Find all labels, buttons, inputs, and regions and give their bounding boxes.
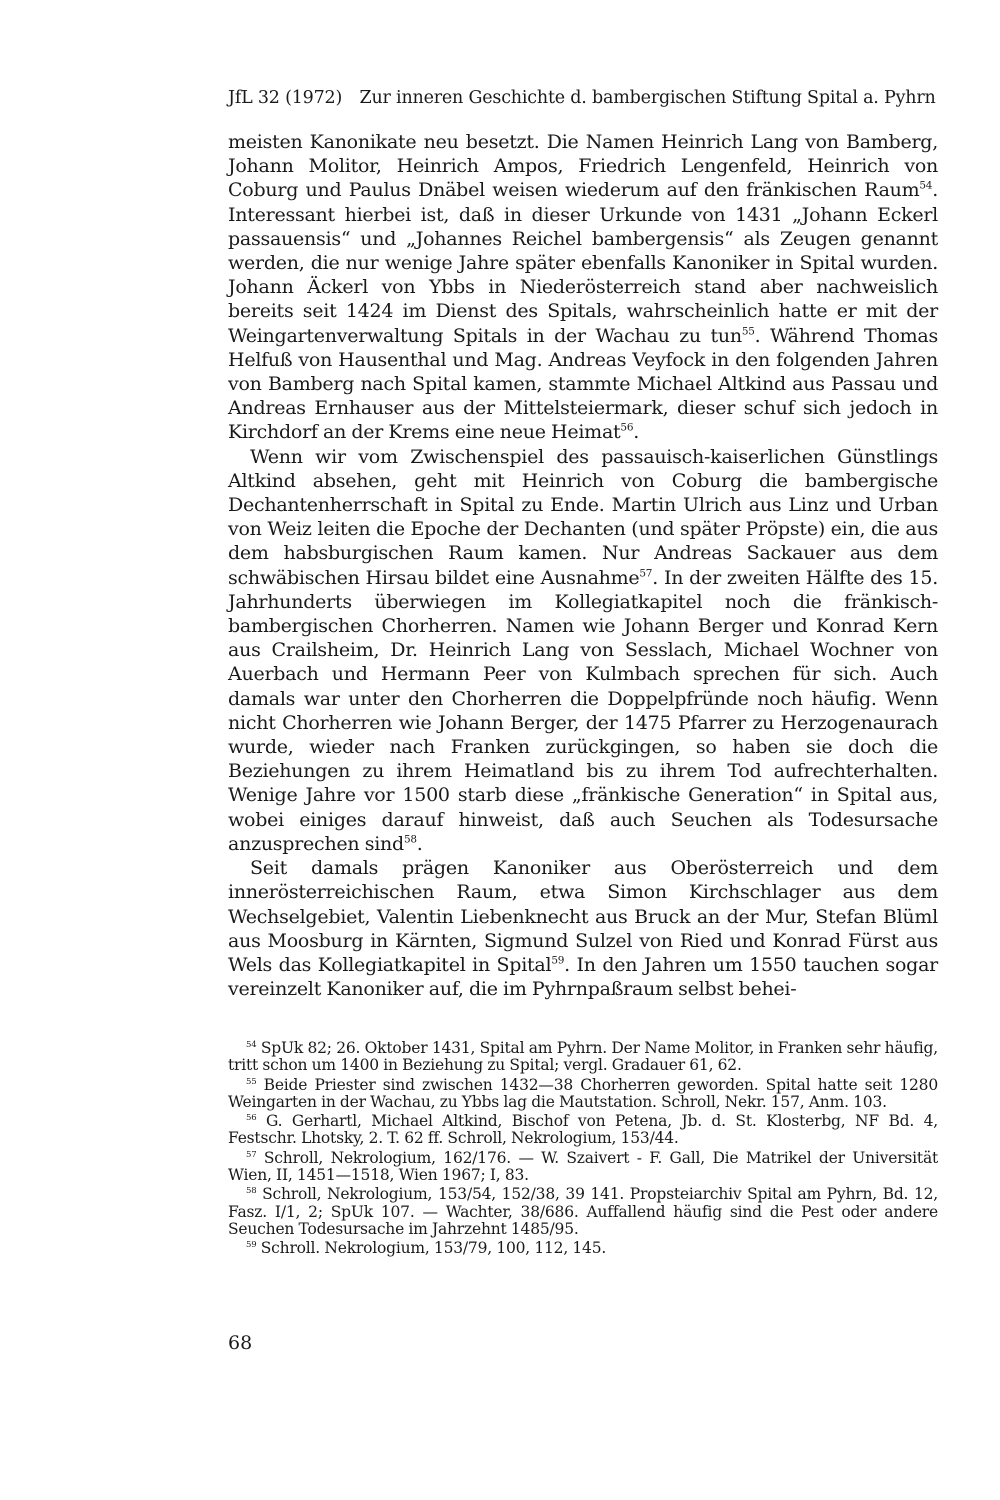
footnote-ref-55: 55 [741,325,755,338]
main-text [228,130,938,1001]
paragraph-3: Seit damals prägen Kanoniker aus Oberösterreich und dem innerösterreichischen Raum, etwa Simon Kirchschlager aus dem Wechselgebiet, Valentin Liebenknecht aus Bruck an der Mur, Stefan Blüml aus Moosburg in Kärnten, Sigmund Sulzel von Ried und Konrad Fürst aus Wels das Kollegiatkapitel in Spital$^{59}$. In den Jahren um 1550 tauchen sogar vereinzelt Kanoniker auf, die im Pyhrnpaßraum selbst behei- [228,857,938,1001]
footnote-ref-59: 59 [551,954,565,967]
footnote-ref-54: 54 [919,180,933,193]
footnote-number: 57 [246,1149,257,1160]
footnote-ref-58: 58 [403,833,417,846]
footnote-59 [228,1240,938,1257]
footnote-text: Schroll. Nekrologium, 153/79, 100, 112, 145. [260,1239,607,1258]
footnote-ref-56: 56 [620,422,634,435]
journal-reference: JfL 32 (1972) [228,88,343,108]
footnote-ref-57: 57 [639,567,653,580]
footnote-text: Schroll, Nekrologium, 162/176. — W. Szaivert - F. Gall, Die Matrikel der Universität Wien, II, 1451—1518, Wien 1967; I, 83. [228,1148,939,1185]
footnotes [228,1040,938,1260]
running-title: Zur inneren Geschichte d. bambergischen Stiftung Spital a. Pyhrn [359,88,936,108]
paragraph-1: meisten Kanonikate neu besetzt. Die Namen Heinrich Lang von Bamberg, Johann Molitor, Heinrich Ampos, Friedrich Lengenfeld, Heinrich von Coburg und Paulus Dnäbel weisen wiederum auf den fränkischen Raum$^{54}$. Interessant hierbei ist, daß in dieser Urkunde von 1431 „Johann Eckerl passauensis“ und „Johannes Reichel bambergensis“ als Zeugen genannt werden, die nur wenige Jahre später ebenfalls Kanoniker in Spital wurden. Johann Äckerl von Ybbs in Niederösterreich stand aber nachweislich bereits seit 1424 im Dienst des Spitals, wahrscheinlich hatte er mit der Weingartenverwaltung Spitals in der Wachau zu tun$^{55}$. Während Thomas Helfuß von Hausenthal und Mag. Andreas Veyfock in den folgenden Jahren von Bamberg nach Spital kamen, stammte Michael Altkind aus Passau und Andreas Ernhauser aus der Mittelsteiermark, dieser schuf sich jedoch in Kirchdorf an der Krems eine neue Heimat$^{56}$. [228,131,938,444]
footnote-56 [228,1113,938,1148]
footnote-58 [228,1186,938,1238]
footnote-text: Schroll, Nekrologium, 153/54, 152/38, 39 141. Propsteiarchiv Spital am Pyhrn, Bd. 12, Fasz. I/1, 2; SpUk 107. — Wachter, 38/686. Auffallend häufig sind die Pest oder andere Seuchen Todesursache im Jahrzehnt 1485/95. [228,1185,938,1238]
footnote-number: 55 [246,1076,257,1087]
footnote-text: Beide Priester sind zwischen 1432—38 Chorherren geworden. Spital hatte seit 1280 Weingarten in der Wachau, zu Ybbs lag die Mautstation. Schroll, Nekr. 157, Anm. 103. [228,1075,938,1111]
paragraph-2: Wenn wir vom Zwischenspiel des passauisch-kaiserlichen Günstlings Altkind absehen, geht mit Heinrich von Coburg die bambergische Dechantenherrschaft in Spital zu Ende. Martin Ulrich aus Linz und Urban von Weiz leiten die Epoche der Dechanten (und später Pröpste) ein, die aus dem habsburgischen Raum kamen. Nur Andreas Sackauer aus dem schwäbischen Hirsau bildet eine Ausnahme$^{57}$. In der zweiten Hälfte des 15. Jahrhunderts überwiegen im Kollegiatkapitel noch die fränkisch-bambergischen Chorherren. Namen wie Johann Berger und Konrad Kern aus Crailsheim, Dr. Heinrich Lang von Sesslach, Michael Wochner von Auerbach und Hermann Peer von Kulmbach sprechen für sich. Auch damals war unter den Chorherren die Doppelpfründe noch häufig. Wenn nicht Chorherren wie Johann Berger, der 1475 Pfarrer zu Herzogenaurach wurde, wieder nach Franken zurückgingen, so haben sie doch die Beziehungen zu ihrem Heimatland bis zu ihrem Tod aufrechterhalten. Wenige Jahre vor 1500 starb diese „fränkische Generation“ in Spital aus, wobei einiges darauf hinweist, daß auch Seuchen als Todesursache anzusprechen sind$^{58}$. [228,445,938,855]
footnote-number: 56 [246,1113,257,1124]
footnote-55 [228,1077,938,1112]
footnote-57 [228,1150,938,1185]
footnote-number: 59 [246,1240,257,1251]
footnote-number: 58 [246,1186,257,1197]
footnote-number: 54 [246,1039,257,1050]
footnote-54 [228,1040,938,1075]
footnote-text: G. Gerhartl, Michael Altkind, Bischof von Petena, Jb. d. St. Klosterbg, NF Bd. 4, Festschr. Lhotsky, 2. T. 62 ff. Schroll, Nekrologium, 153/44. [228,1112,939,1148]
running-header [228,88,944,108]
page-number: 68 [228,1332,253,1354]
footnote-text: SpUk 82; 26. Oktober 1431, Spital am Pyhrn. Der Name Molitor, in Franken sehr häufig, tritt schon um 1400 in Beziehung zu Spital; vergl. Gradauer 61, 62. [228,1039,939,1075]
